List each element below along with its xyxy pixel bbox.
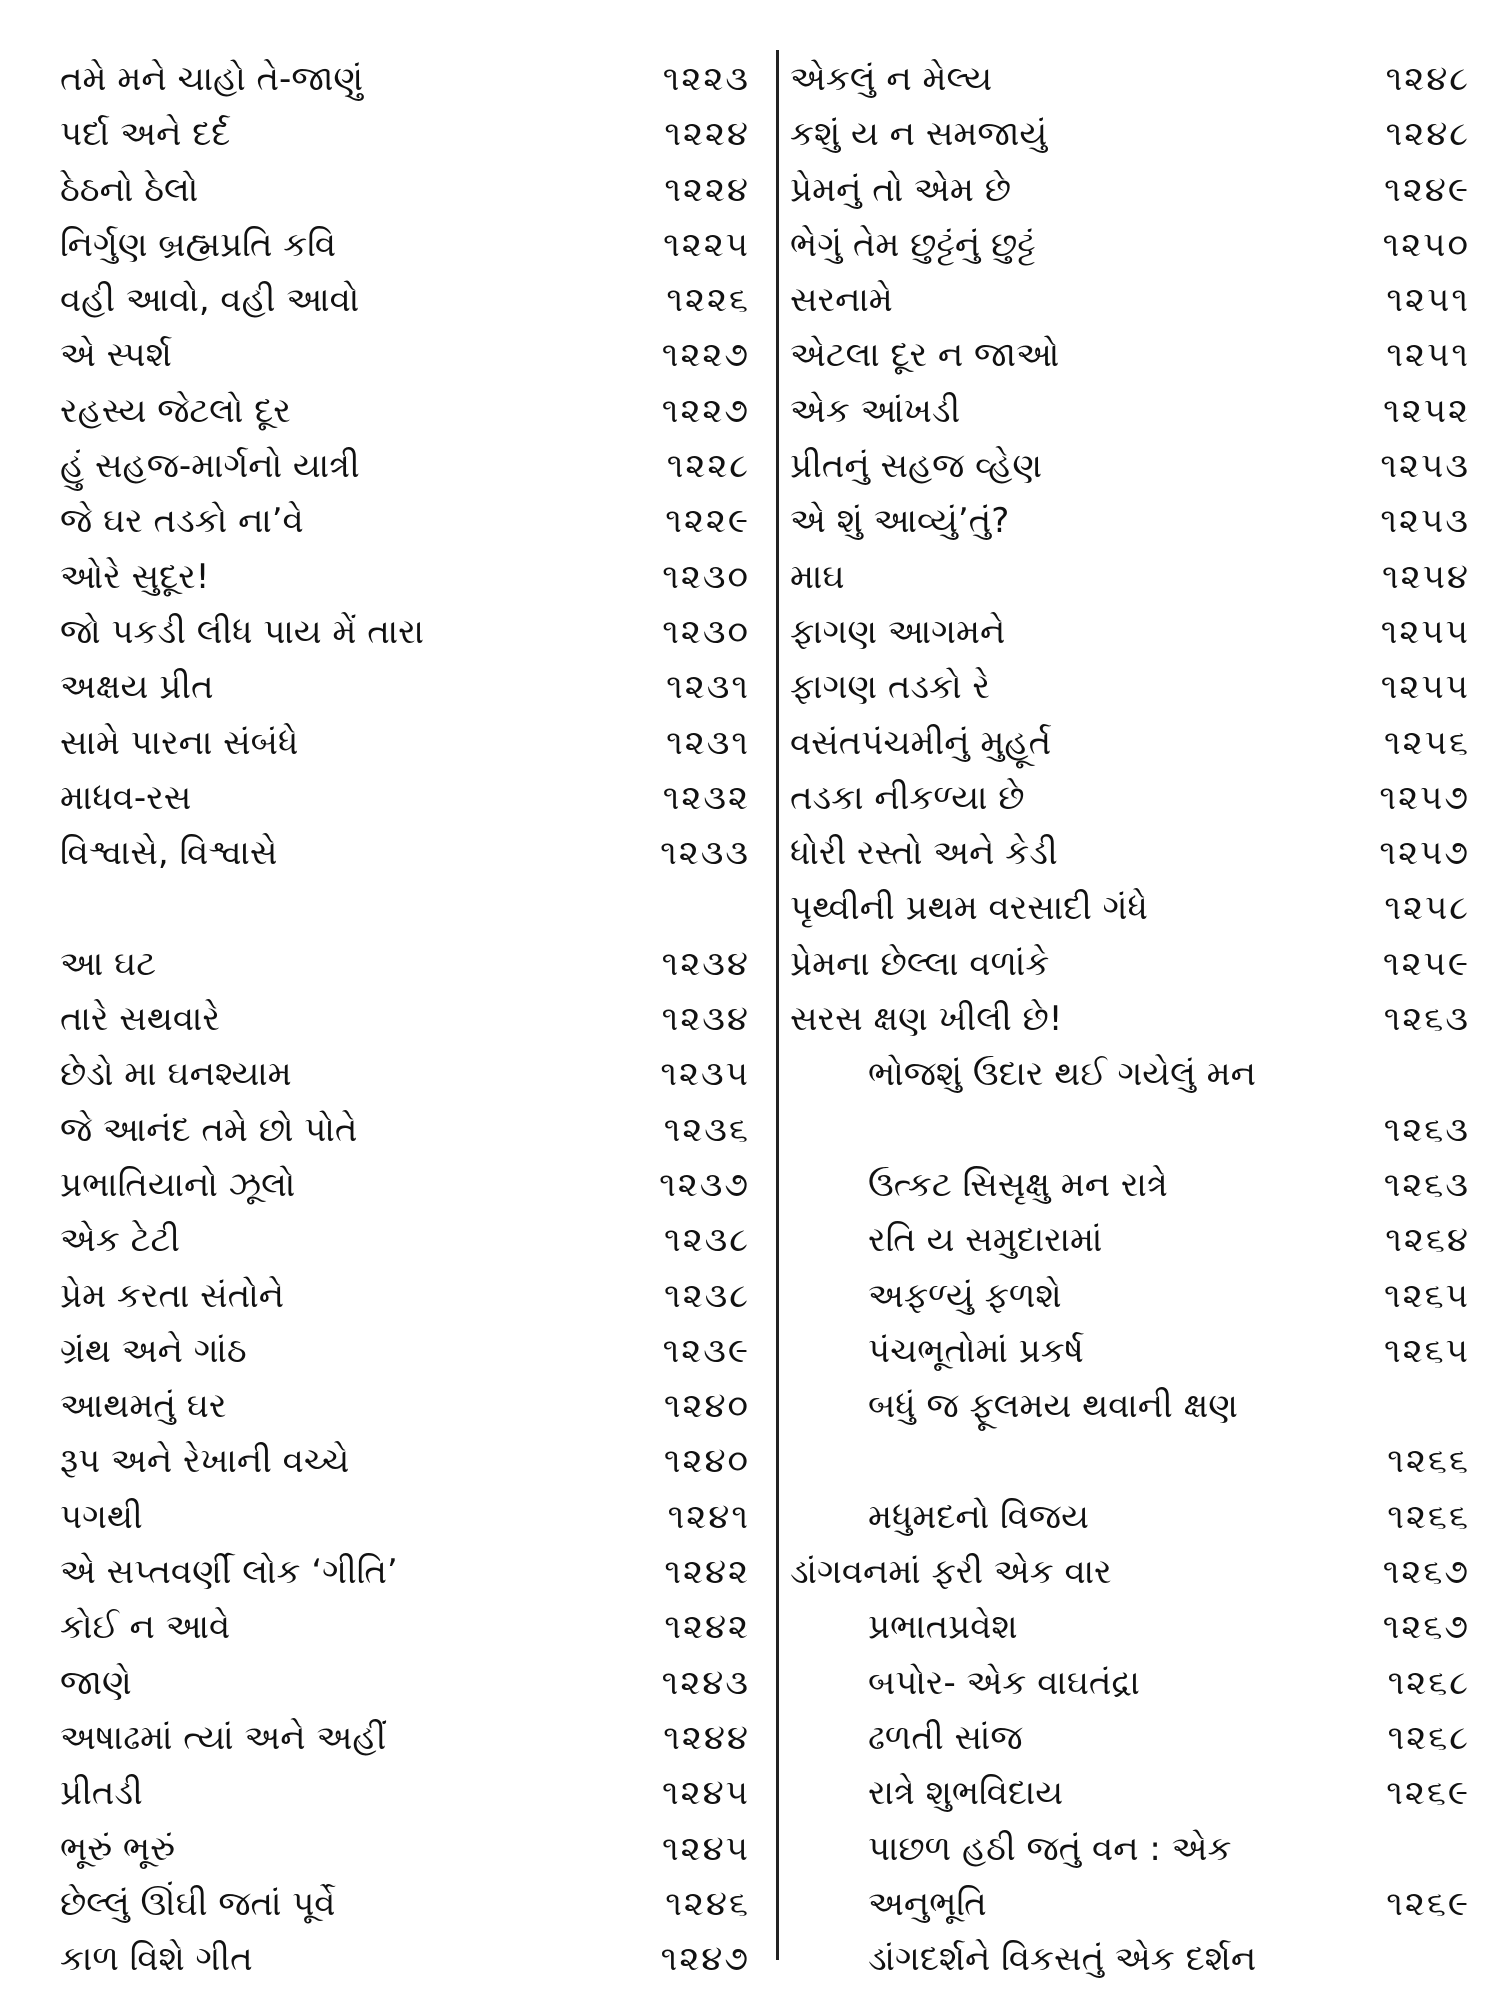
contents-entry	[790, 273, 1470, 328]
entry-page-number: ૧૨૫૧	[1386, 280, 1470, 321]
contents-entry	[60, 550, 750, 605]
entry-title: જો પકડી લીધ પાય મેં તારા	[60, 611, 425, 652]
entry-page-number: ૧૨૬૩	[1383, 1164, 1470, 1205]
contents-entry	[60, 273, 750, 328]
entry-title: પ્રીતડી	[60, 1773, 143, 1814]
contents-entry	[60, 163, 750, 218]
entry-page-number: ૧૨૪૬	[665, 1883, 750, 1924]
contents-entry	[60, 1324, 750, 1379]
contents-entry	[790, 1490, 1470, 1545]
entry-title: તડકા નીકળ્યા છે	[790, 777, 1025, 818]
contents-entry	[60, 494, 750, 549]
entry-page-number: ૧૨૬૪	[1385, 1220, 1470, 1261]
entry-title: સરનામે	[790, 280, 893, 321]
contents-entry	[60, 1877, 750, 1932]
contents-entry	[790, 1656, 1470, 1711]
entry-title: ફાગણ તડકો રે	[790, 667, 990, 708]
contents-entry	[60, 1103, 750, 1158]
entry-page-number: ૧૨૩૪	[661, 999, 750, 1040]
entry-page-number: ૧૨૩૦	[662, 611, 750, 652]
contents-entry	[790, 1103, 1470, 1158]
entry-title: વહી આવો, વહી આવો	[60, 280, 360, 321]
entry-title: આ ઘટ	[60, 943, 157, 984]
contents-entry	[790, 1711, 1470, 1766]
entry-page-number: ૧૨૬૬	[1387, 1496, 1470, 1537]
entry-title: ઓરે સુદૂર!	[60, 556, 210, 597]
entry-page-number: ૧૨૩૧	[666, 722, 750, 763]
entry-title: ડાંગવનમાં ફરી એક વાર	[790, 1552, 1112, 1593]
entry-title: પ્રેમના છેલ્લા વળાંકે	[790, 943, 1050, 984]
entry-title: રતિ ય સમુદારામાં	[868, 1220, 1103, 1261]
entry-title: એકલું ન મેલ્ય	[790, 59, 993, 99]
contents-entry	[60, 937, 750, 992]
entry-title: તમે મને ચાહો તે-જાણું	[60, 59, 363, 99]
contents-entry	[790, 937, 1470, 992]
entry-page-number: ૧૨૫૪	[1381, 556, 1470, 597]
entry-page-number: ૧૨૪૯	[1384, 169, 1470, 210]
entry-page-number: ૧૨૩૨	[662, 777, 750, 818]
entry-title: એ શું આવ્યું’તું?	[790, 501, 1010, 542]
entry-page-number: ૧૨૫૨	[1383, 390, 1470, 431]
entry-page-number: ૧૨૪૪	[663, 1717, 750, 1758]
entry-page-number: ૧૨૬૭	[1382, 1552, 1470, 1593]
entry-title: વસંતપંચમીનું મુહૂર્ત	[790, 722, 1052, 763]
entry-title: નિર્ગુણ બ્રહ્મપ્રતિ કવિ	[60, 224, 337, 265]
contents-entry	[790, 550, 1470, 605]
entry-title: ઢળતી સાંજ	[868, 1717, 1023, 1758]
entry-title: આથમતું ઘર	[60, 1386, 227, 1427]
entry-title: રહસ્ય જેટલો દૂર	[60, 390, 291, 431]
entry-page-number: ૧૨૩૦	[662, 556, 750, 597]
entry-title: એક આંખડી	[790, 390, 961, 431]
entry-title: વિશ્વાસે, વિશ્વાસે	[60, 833, 278, 874]
entry-title: રાત્રે શુભવિદાય	[868, 1773, 1064, 1814]
contents-entry	[60, 1490, 750, 1545]
entry-title: પ્રેમ કરતા સંતોને	[60, 1275, 285, 1316]
entry-page-number: ૧૨૩૭	[659, 1164, 750, 1205]
contents-entry	[60, 1213, 750, 1268]
entry-title: ધોરી રસ્તો અને કેડી	[790, 833, 1058, 874]
entry-page-number: ૧૨૨૮	[666, 446, 750, 487]
entry-title: અફળ્યું ફળશે	[868, 1275, 1062, 1316]
entry-title: ઉત્કટ સિસૃક્ષુ મન રાત્રે	[868, 1164, 1168, 1205]
contents-entry	[60, 1269, 750, 1324]
entry-page-number: ૧૨૨૪	[664, 114, 750, 155]
entry-title: ભોજશું ઉદાર થઈ ગયેલું મન	[868, 1054, 1256, 1095]
entry-page-number: ૧૨૫૩	[1380, 446, 1470, 487]
entry-title: તારે સથવારે	[60, 999, 220, 1040]
entry-page-number: ૧૨૬૮	[1387, 1717, 1470, 1758]
contents-entry	[790, 384, 1470, 439]
contents-entry	[60, 52, 750, 107]
entry-page-number: ૧૨૫૮	[1384, 888, 1470, 929]
entry-page-number: ૧૨૪૫	[661, 1828, 750, 1869]
contents-entry	[790, 771, 1470, 826]
entry-page-number: ૧૨૩૪	[661, 943, 750, 984]
entry-title: પ્રીતનું સહજ વ્હેણ	[790, 446, 1043, 487]
contents-entry	[790, 1545, 1470, 1600]
entry-page-number: ૧૨૨૬	[666, 280, 750, 321]
contents-entry	[60, 439, 750, 494]
entry-page-number: ૧૨૩૯	[662, 1330, 750, 1371]
entry-title: જાણે	[60, 1662, 132, 1703]
entry-title: અક્ષય પ્રીત	[60, 667, 214, 708]
entry-page-number: ૧૨૪૮	[1385, 114, 1470, 155]
entry-title: કાળ વિશે ગીત	[60, 1939, 253, 1980]
entry-title: પૃથ્વીની પ્રથમ વરસાદી ગંધે	[790, 888, 1148, 929]
entry-page-number: ૧૨૬૫	[1384, 1330, 1470, 1371]
entry-page-number: ૧૨૪૮	[1385, 59, 1470, 99]
entry-title: પંચભૂતોમાં પ્રકર્ષ	[868, 1330, 1084, 1371]
contents-entry	[790, 716, 1470, 771]
contents-entry	[60, 605, 750, 660]
entry-title: છેડો મા ઘનશ્યામ	[60, 1054, 292, 1095]
contents-entry	[790, 494, 1470, 549]
entry-title: અષાઢમાં ત્યાં અને અહીં	[60, 1717, 387, 1758]
entry-page-number: ૧૨૬૮	[1387, 1662, 1470, 1703]
column-divider	[776, 50, 779, 1960]
contents-entry	[790, 1324, 1470, 1379]
contents-entry	[790, 52, 1470, 107]
contents-entry	[60, 1822, 750, 1877]
contents-entry	[790, 1213, 1470, 1268]
entry-title: કશું ય ન સમજાયું	[790, 114, 1048, 155]
entry-page-number: ૧૨૫૭	[1379, 833, 1470, 874]
entry-title: અનુભૂતિ	[868, 1883, 987, 1924]
contents-entry	[60, 1047, 750, 1102]
entry-page-number: ૧૨૪૨	[664, 1607, 750, 1648]
contents-entry	[790, 439, 1470, 494]
entry-title: ફાગણ આગમને	[790, 611, 1006, 652]
entry-page-number: ૧૨૩૮	[664, 1275, 750, 1316]
entry-title: ભૂરું ભૂરું	[60, 1828, 176, 1869]
contents-entry	[60, 1711, 750, 1766]
entry-title: કોઈ ન આવે	[60, 1607, 231, 1648]
contents-entry	[790, 1822, 1470, 1877]
entry-title: ભેગું તેમ છુટ્ટંનું છુટ્ટં	[790, 224, 1036, 265]
contents-entry	[60, 328, 750, 383]
contents-entry	[790, 1766, 1470, 1821]
entry-page-number: ૧૨૪૫	[661, 1773, 750, 1814]
contents-entry	[60, 660, 750, 715]
contents-entry	[790, 1932, 1470, 1987]
entry-title: બધું જ ફૂલમય થવાની ક્ષણ	[868, 1386, 1238, 1427]
entry-title: પ્રભાતપ્રવેશ	[868, 1607, 1018, 1648]
contents-entry	[60, 1158, 750, 1213]
entry-title: ઠેઠનો ઠેલો	[60, 169, 199, 210]
entry-title: એ સપ્તવર્ણી લોક ‘ગીતિ’	[60, 1552, 398, 1593]
contents-entry	[790, 107, 1470, 162]
entry-page-number: ૧૨૫૫	[1380, 667, 1470, 708]
entry-page-number: ૧૨૫૧	[1386, 335, 1470, 376]
entry-page-number: ૧૨૩૮	[664, 1220, 750, 1261]
contents-right-column	[790, 52, 1470, 1987]
entry-page-number: ૧૨૪૩	[661, 1662, 750, 1703]
entry-page-number: ૧૨૨૯	[665, 501, 750, 542]
entry-title: બપોર- એક વાઘતંદ્રા	[868, 1662, 1140, 1703]
entry-page-number: ૧૨૩૩	[660, 833, 750, 874]
entry-page-number: ૧૨૫૫	[1380, 611, 1470, 652]
entry-page-number: ૧૨૩૬	[663, 1109, 750, 1150]
entry-title: જે આનંદ તમે છો પોતે	[60, 1109, 358, 1150]
entry-page-number: ૧૨૨૫	[663, 224, 750, 265]
entry-title: એ સ્પર્શ	[60, 335, 172, 376]
contents-entry	[790, 660, 1470, 715]
contents-entry	[790, 1269, 1470, 1324]
entry-page-number: ૧૨૬૭	[1382, 1607, 1470, 1648]
contents-entry	[790, 1047, 1470, 1102]
entry-page-number: ૧૨૫૦	[1382, 224, 1470, 265]
entry-page-number: ૧૨૪૨	[664, 1552, 750, 1593]
entry-title: એટલા દૂર ન જાઓ	[790, 335, 1060, 376]
contents-entry	[60, 107, 750, 162]
entry-page-number: ૧૨૫૬	[1384, 722, 1470, 763]
contents-entry	[790, 1158, 1470, 1213]
entry-title: ગ્રંથ અને ગાંઠ	[60, 1330, 247, 1371]
contents-entry	[60, 1545, 750, 1600]
entry-page-number: ૧૨૨૭	[661, 335, 750, 376]
entry-page-number: ૧૨૪૭	[660, 1939, 750, 1980]
entry-title: પગથી	[60, 1496, 143, 1537]
entry-page-number: ૧૨૬૩	[1383, 1109, 1470, 1150]
contents-entry	[60, 771, 750, 826]
entry-title: એક ટેટી	[60, 1220, 180, 1261]
entry-page-number: ૧૨૬૫	[1384, 1275, 1470, 1316]
entry-page-number: ૧૨૪૦	[663, 1441, 750, 1482]
contents-entry	[60, 1766, 750, 1821]
contents-entry	[60, 1600, 750, 1655]
entry-title: મધુમદનો વિજય	[868, 1496, 1089, 1537]
contents-entry	[790, 328, 1470, 383]
contents-left-column	[60, 52, 750, 1987]
entry-title: છેલ્લું ઊંઘી જતાં પૂર્વે	[60, 1883, 336, 1924]
entry-page-number: ૧૨૫૭	[1379, 777, 1470, 818]
entry-title: જે ઘર તડકો ના’વે	[60, 501, 304, 542]
contents-entry	[790, 826, 1470, 881]
contents-entry	[60, 1434, 750, 1489]
entry-title: સામે પારના સંબંધે	[60, 722, 299, 763]
contents-entry	[60, 992, 750, 1047]
entry-page-number: ૧૨૫૩	[1380, 501, 1470, 542]
contents-entry	[60, 1932, 750, 1987]
entry-title: સરસ ક્ષણ ખીલી છે!	[790, 999, 1063, 1040]
entry-title: માધવ-રસ	[60, 777, 192, 818]
entry-title: માઘ	[790, 556, 845, 597]
contents-entry	[790, 218, 1470, 273]
contents-entry	[60, 1379, 750, 1434]
contents-entry	[790, 605, 1470, 660]
entry-page-number: ૧૨૬૯	[1386, 1773, 1470, 1814]
contents-entry	[60, 1656, 750, 1711]
entry-page-number: ૧૨૬૩	[1383, 999, 1470, 1040]
contents-entry	[60, 384, 750, 439]
contents-entry	[60, 218, 750, 273]
entry-title: પ્રભાતિયાનો ઝૂલો	[60, 1164, 296, 1205]
entry-title: પાછળ હઠી જતું વન : એક	[868, 1828, 1232, 1869]
entry-page-number: ૧૨૨૩	[662, 59, 750, 99]
entry-page-number: ૧૨૨૪	[664, 169, 750, 210]
contents-entry	[60, 716, 750, 771]
entry-page-number: ૧૨૪૧	[667, 1496, 750, 1537]
contents-entry	[790, 1434, 1470, 1489]
contents-entry	[60, 826, 750, 881]
entry-page-number: ૧૨૩૫	[660, 1054, 750, 1095]
entry-title: હું સહજ-માર્ગનો યાત્રી	[60, 446, 360, 487]
entry-title: પ્રેમનું તો એમ છે	[790, 169, 1012, 210]
contents-entry	[790, 163, 1470, 218]
entry-title: ડાંગદર્શને વિકસતું એક દર્શન	[868, 1939, 1257, 1980]
entry-title: રૂપ અને રેખાની વચ્ચે	[60, 1441, 350, 1482]
entry-page-number: ૧૨૩૧	[666, 667, 750, 708]
entry-page-number: ૧૨૪૦	[663, 1386, 750, 1427]
contents-entry	[790, 1379, 1470, 1434]
contents-entry	[790, 1877, 1470, 1932]
entry-page-number: ૧૨૬૯	[1386, 1883, 1470, 1924]
contents-entry	[60, 881, 750, 936]
entry-page-number: ૧૨૬૬	[1387, 1441, 1470, 1482]
contents-entry	[790, 1600, 1470, 1655]
entry-page-number: ૧૨૫૯	[1382, 943, 1470, 984]
entry-title: પર્દા અને દર્દ	[60, 114, 231, 155]
contents-entry	[790, 881, 1470, 936]
entry-page-number: ૧૨૨૭	[661, 390, 750, 431]
contents-entry	[790, 992, 1470, 1047]
